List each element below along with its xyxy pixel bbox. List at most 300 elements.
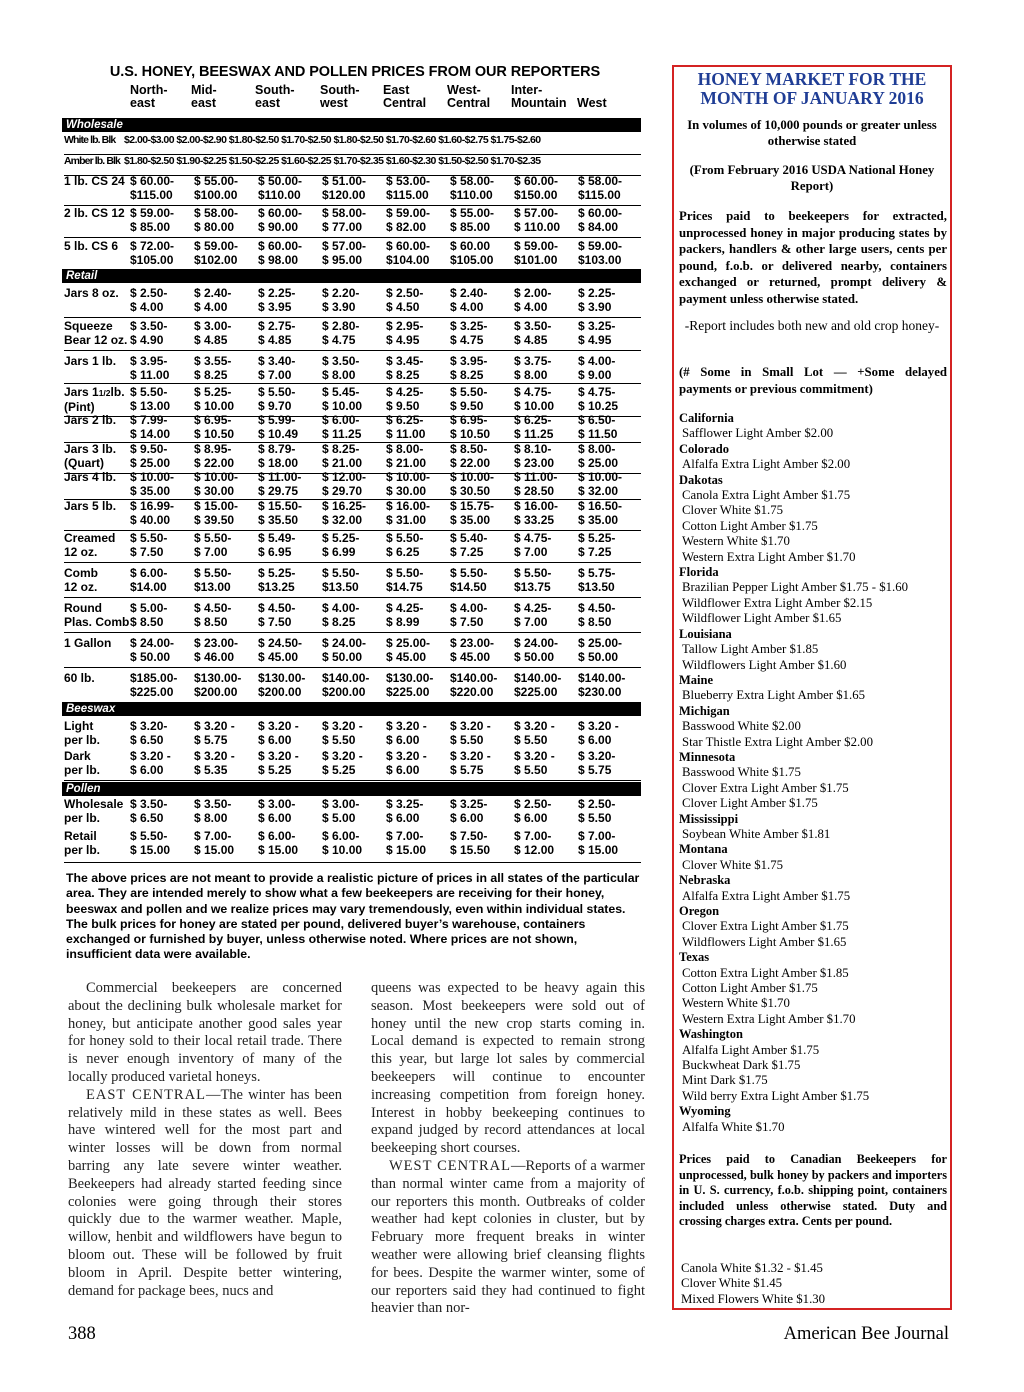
price-cell: $ 5.50- $ 7.50 <box>130 531 168 559</box>
price-cell: $ 4.25- $ 8.99 <box>386 601 424 629</box>
row-label: Amber lb. Blk <box>64 155 120 167</box>
price-cell: $ 3.20 - $ 6.00 <box>386 749 427 777</box>
row-label-line2: per lb. <box>64 842 101 857</box>
price-row <box>64 355 641 384</box>
price-cell: $ 6.00- $ 10.00 <box>322 829 363 857</box>
state-name: Nebraska <box>679 873 731 888</box>
honey-market-description: Prices paid to beekeepers for extracted, unprocessed honey in major producing states by packers, handlers & other large users, cents per pound, f.o.b. or delivered nearby, containers exchanged or returned, prompt delivery & payment unless otherwise stated. <box>679 209 947 306</box>
region-heading: East Central <box>383 83 427 110</box>
west-central-heading: WEST CENTRAL <box>389 1157 511 1174</box>
price-row <box>64 471 641 500</box>
price-cell: $ 3.50- $ 8.00 <box>322 354 360 382</box>
price-cell: $ 5.50- $ 15.00 <box>130 829 171 857</box>
price-cell: $ 3.00- $ 4.85 <box>194 319 232 347</box>
section-bar-wholesale: Wholesale <box>62 118 641 132</box>
row-label <box>64 720 100 747</box>
region-heading: Mid- east <box>191 83 217 110</box>
price-row <box>64 720 641 750</box>
price-cell: $ 10.00- $ 35.00 <box>130 470 175 498</box>
price-row <box>64 287 641 318</box>
state-name: California <box>679 411 734 425</box>
price-cell: $ 3.20 - $ 5.75 <box>450 749 491 777</box>
honey-market-title: HONEY MARKET FOR THE MONTH OF JANUARY 2016 <box>697 69 927 108</box>
price-cell: $ 3.20 - $ 5.25 <box>258 749 299 777</box>
price-cell: $ 55.00- $ 85.00 <box>450 206 495 234</box>
price-cell: $ 5.50- $13.75 <box>514 566 552 594</box>
price-cell: $ 7.00- $ 12.00 <box>514 829 555 857</box>
price-cell: $ 3.40- $ 7.00 <box>258 354 296 382</box>
row-label-line1: Dark <box>64 749 91 763</box>
state-name: Colorado <box>679 441 729 456</box>
price-cell: $ 4.50- $ 8.50 <box>578 601 616 629</box>
honey-price-item: Soybean White Amber $1.81 <box>682 826 831 841</box>
price-cell: $ 2.40- $ 4.00 <box>450 286 488 314</box>
price-cell: $ 16.99- $ 40.00 <box>130 499 175 527</box>
price-range: $2.00-$3.00 $2.00-$2.90 $1.80-$2.50 $1.70-$2.50 $1.80-$2.50 $1.70-$2.60 $1.60-$2.75 $1.75-$2.60 <box>124 134 541 146</box>
state-name: Texas <box>679 950 710 965</box>
row-label-line1: 2 lb. CS 12 <box>64 206 125 220</box>
state-name: Michigan <box>679 703 730 718</box>
honey-price-item: Wildflower Light Amber $1.65 <box>682 611 842 626</box>
journal-name: American Bee Journal <box>783 1324 949 1344</box>
section-bar-pollen: Pollen <box>62 782 641 796</box>
price-cell: $ 4.00- $ 7.50 <box>450 601 488 629</box>
price-cell: $ 72.00- $105.00 <box>130 239 175 267</box>
price-cell: $ 60.00- $ 84.00 <box>578 206 623 234</box>
state-name: Montana <box>679 842 728 857</box>
honey-price-item: Buckwheat Dark $1.75 <box>682 1058 801 1073</box>
price-cell: $ 23.00- $ 46.00 <box>194 636 239 664</box>
row-label <box>64 602 129 629</box>
price-cell: $140.00- $230.00 <box>578 671 626 699</box>
price-cell: $ 5.25- $ 10.00 <box>194 385 235 413</box>
row-label-line1: 1 lb. CS 24 <box>64 174 125 188</box>
price-cell: $ 59.00- $ 82.00 <box>386 206 431 234</box>
price-cell: $ 55.00- $100.00 <box>194 174 239 202</box>
row-label <box>64 320 127 347</box>
row-label-line2: per lb. <box>64 732 101 747</box>
section-bar-beeswax: Beeswax <box>62 702 641 716</box>
honey-price-item: Alfalfa Extra Light Amber $2.00 <box>682 457 851 472</box>
honey-price-item: Clover Extra Light Amber $1.75 <box>682 919 849 934</box>
honey-price-item: Clover White $1.75 <box>682 857 784 872</box>
price-cell: $185.00- $225.00 <box>130 671 178 699</box>
bulk-price-row <box>64 154 641 176</box>
row-label-line2: Bear 12 oz. <box>64 332 128 347</box>
price-cell: $ 3.00- $ 5.00 <box>322 797 360 825</box>
row-label <box>64 386 125 414</box>
price-cell: $ 7.99- $ 14.00 <box>130 413 171 441</box>
price-row <box>64 602 641 633</box>
price-cell: $ 50.00- $110.00 <box>258 174 303 202</box>
price-row <box>64 532 641 563</box>
row-label-line1: Jars 2 lb. <box>64 413 117 427</box>
honey-price-item: Blueberry Extra Light Amber $1.65 <box>682 688 866 703</box>
article-intro: Commercial beekeepers are concerned about the declining bulk wholesale market for honey, but anticipate another good sales year for honey sold to their local retail trade. There is never enough inventory of many of the locally produced varietal honeys. <box>68 980 342 1085</box>
honey-price-item: Tallow Light Amber $1.85 <box>682 642 819 657</box>
row-label-line2: 12 oz. <box>64 579 98 594</box>
price-cell: $ 3.20- $ 5.75 <box>578 749 616 777</box>
article-continued: queens was expected to be heavy again this season. Most beekeepers were sold out of honey until the new crop starts coming in. Local demand is expected to remain strong this year, but large lot sales by commercial beekeepers will continue to encounter increasing competition from foreign honey. Interest in hobby beekeeping continues to expand judged by record attendances at local beekeeping short courses. <box>371 980 645 1157</box>
price-cell: $ 5.50- $ 9.50 <box>450 385 488 413</box>
honey-price-item: Wildflower Extra Light Amber $2.15 <box>682 595 873 610</box>
price-cell: $ 3.50- $ 6.50 <box>130 797 168 825</box>
lot-note: (# Some in Small Lot — +Some delayed payments or previous commitment) <box>679 365 947 396</box>
row-label <box>64 750 100 777</box>
price-cell: $ 5.45- $ 10.00 <box>322 385 363 413</box>
price-cell: $ 4.00- $ 8.25 <box>322 601 360 629</box>
price-cell: $ 3.20 - $ 5.50 <box>450 719 491 747</box>
price-cell: $ 58.00- $ 80.00 <box>194 206 239 234</box>
price-cell: $ 7.00- $ 15.00 <box>386 829 427 857</box>
price-cell: $ 59.00- $102.00 <box>194 239 239 267</box>
price-cell: $ 25.00- $ 50.00 <box>578 636 623 664</box>
honey-price-item: Western White $1.70 <box>682 996 790 1011</box>
price-cell: $ 8.10- $ 23.00 <box>514 442 555 470</box>
price-cell: $ 6.95- $ 10.50 <box>194 413 235 441</box>
west-central-text: —Reports of a warmer than normal winter came from a majority of our reporters this month. Outbreaks of colder weather had kept colonies in cluster, but by February more frequent breaks in winter weather were allowing brief cleansing flights for bees. Despite the warmer winter, some of our reporters said they had continued to fight heavier than nor- <box>371 1157 646 1317</box>
price-cell: $ 5.25- $ 6.99 <box>322 531 360 559</box>
price-cell: $ 2.20- $ 3.90 <box>322 286 360 314</box>
state-name: Oregon <box>679 904 720 918</box>
price-cell: $ 57.00- $ 110.00 <box>514 206 561 234</box>
price-row <box>64 175 641 206</box>
price-cell: $ 5.99- $ 10.49 <box>258 413 299 441</box>
region-heading: South- east <box>255 83 295 110</box>
price-cell: $ 8.50- $ 22.00 <box>450 442 491 470</box>
price-cell: $ 3.20 - $ 5.35 <box>194 749 235 777</box>
row-label-line1: Creamed <box>64 531 116 545</box>
row-label-line1: Jars 4 lb. <box>64 470 117 484</box>
price-cell: $ 5.49- $ 6.95 <box>258 531 296 559</box>
row-label-line2: (Pint) <box>64 399 95 414</box>
price-cell: $ 3.25- $ 6.00 <box>386 797 424 825</box>
state-name: Minnesota <box>679 749 736 764</box>
price-cell: $ 16.00- $ 31.00 <box>386 499 431 527</box>
price-cell: $ 7.50- $ 15.50 <box>450 829 491 857</box>
price-cell: $ 59.00- $103.00 <box>578 239 623 267</box>
honey-price-item: Canola Extra Light Amber $1.75 <box>682 488 851 503</box>
price-cell: $ 3.20 - $ 5.25 <box>322 749 363 777</box>
region-heading: West- Central <box>447 83 491 110</box>
price-cell: $ 4.75- $ 10.00 <box>514 385 555 413</box>
price-cell: $ 8.79- $ 18.00 <box>258 442 299 470</box>
price-cell: $ 8.95- $ 22.00 <box>194 442 235 470</box>
state-name: Mississippi <box>679 811 739 826</box>
price-cell: $ 8.00- $ 25.00 <box>578 442 619 470</box>
price-cell: $ 60.00- $150.00 <box>514 174 559 202</box>
price-cell: $ 60.00- $115.00 <box>130 174 175 202</box>
honey-price-item: Wildflowers Light Amber $1.65 <box>682 934 847 949</box>
honey-price-item: Alfalfa Light Amber $1.75 <box>682 1042 820 1057</box>
price-cell: $ 15.75- $ 35.00 <box>450 499 495 527</box>
canada-heading: Prices paid to Canadian Beekeepers for unprocessed, bulk honey by packers and importers in U. S. currency, f.o.b. shipping point, containers included unless otherwise stated. Duty and crossing charges extra. Cents per pound. <box>679 1152 947 1229</box>
price-cell: $ 10.00- $ 32.00 <box>578 470 623 498</box>
fraction: 1/2 <box>98 388 111 398</box>
price-cell: $ 3.50- $ 4.90 <box>130 319 168 347</box>
price-cell: $ 5.50- $ 6.25 <box>386 531 424 559</box>
price-cell: $ 3.45- $ 8.25 <box>386 354 424 382</box>
row-label-line1: Jars 1 lb. <box>64 354 117 368</box>
row-label-line1: Wholesale <box>64 797 124 811</box>
price-cell: $ 5.50- $ 9.70 <box>258 385 296 413</box>
price-cell: $ 5.40- $ 7.25 <box>450 531 488 559</box>
price-cell: $ 3.25- $ 4.75 <box>450 319 488 347</box>
honey-price-item: Western White $1.70 <box>682 534 790 549</box>
price-cell: $ 6.00- $ 15.00 <box>258 829 299 857</box>
price-cell: $ 5.00- $ 8.50 <box>130 601 168 629</box>
price-cell: $ 3.50- $ 8.00 <box>194 797 232 825</box>
honey-market-subtitle: In volumes of 10,000 pounds or greater unless otherwise stated <box>687 118 937 148</box>
price-cell: $140.00- $220.00 <box>450 671 498 699</box>
row-label-line2: (Quart) <box>64 455 104 470</box>
honey-price-item: Cotton Light Amber $1.75 <box>682 981 818 996</box>
price-cell: $ 53.00- $115.00 <box>386 174 431 202</box>
price-cell: $ 4.25- $ 9.50 <box>386 385 424 413</box>
price-cell: $130.00- $225.00 <box>386 671 434 699</box>
price-cell: $ 3.95- $ 11.00 <box>130 354 170 382</box>
price-cell: $ 10.00- $ 30.00 <box>194 470 239 498</box>
row-label-line1: Jars 5 lb. <box>64 499 117 513</box>
canada-price-item: Canola White $1.32 - $1.45 <box>681 1261 823 1275</box>
price-row <box>64 320 641 351</box>
price-cell: $ 2.95- $ 4.95 <box>386 319 424 347</box>
price-cell: $ 3.20- $ 6.50 <box>130 719 168 747</box>
price-cell: $ 16.25- $ 32.00 <box>322 499 367 527</box>
price-row <box>64 750 641 781</box>
price-cell: $ 4.75- $ 7.00 <box>514 531 552 559</box>
price-range: $1.80-$2.50 $1.90-$2.25 $1.50-$2.25 $1.60-$2.25 $1.70-$2.35 $1.60-$2.30 $1.50-$2.50 $1.70-$2.35 <box>124 155 541 167</box>
state-name: Washington <box>679 1027 743 1042</box>
honey-price-item: Basswood White $1.75 <box>682 765 801 780</box>
price-cell: $ 3.75- $ 8.00 <box>514 354 552 382</box>
honey-price-item: Wildflowers Light Amber $1.60 <box>682 657 847 672</box>
price-cell: $ 6.50- $ 11.50 <box>578 413 618 441</box>
price-cell: $ 11.00- $ 28.50 <box>514 470 558 498</box>
row-label-line1: Comb <box>64 566 98 580</box>
row-label <box>64 207 125 221</box>
row-label <box>64 567 98 594</box>
price-cell: $ 6.25- $ 11.00 <box>386 413 426 441</box>
price-cell: $ 4.50- $ 7.50 <box>258 601 296 629</box>
east-central-heading: EAST CENTRAL <box>86 1086 206 1103</box>
price-cell: $ 60.00- $104.00 <box>386 239 431 267</box>
honey-market-source: (From February 2016 USDA National Honey Report) <box>689 163 935 193</box>
region-heading: South- west <box>320 83 360 110</box>
price-cell: $ 8.00- $ 21.00 <box>386 442 427 470</box>
row-label-line1: 60 lb. <box>64 671 95 685</box>
price-cell: $ 5.75- $13.50 <box>578 566 616 594</box>
row-label <box>64 240 118 254</box>
price-cell: $ 3.25- $ 6.00 <box>450 797 488 825</box>
price-cell: $ 8.25- $ 21.00 <box>322 442 363 470</box>
price-cell: $ 6.95- $ 10.50 <box>450 413 491 441</box>
row-label <box>64 287 119 301</box>
row-label-line1: Retail <box>64 829 97 843</box>
row-label-line1: Squeeze <box>64 319 113 333</box>
price-cell: $ 16.00- $ 33.25 <box>514 499 559 527</box>
honey-price-item: Star Thistle Extra Light Amber $2.00 <box>682 734 873 749</box>
price-cell: $ 24.00- $ 50.00 <box>514 636 559 664</box>
price-cell: $ 3.20 - $ 5.75 <box>194 719 235 747</box>
row-label-line1: Jars 8 oz. <box>64 286 119 300</box>
price-cell: $ 3.20 - $ 6.00 <box>258 719 299 747</box>
page-number: 388 <box>68 1324 96 1344</box>
article-column-left <box>68 980 342 1300</box>
price-cell: $130.00- $200.00 <box>194 671 242 699</box>
price-cell: $140.00- $200.00 <box>322 671 370 699</box>
row-label: White lb. Blk <box>64 134 116 146</box>
price-cell: $ 6.00- $14.00 <box>130 566 168 594</box>
row-label <box>64 443 116 470</box>
price-cell: $ 3.95- $ 8.25 <box>450 354 488 382</box>
report-note: -Report includes both new and old crop honey- <box>684 318 940 333</box>
price-cell: $ 60.00 $105.00 <box>450 239 494 267</box>
price-cell: $ 25.00- $ 45.00 <box>386 636 431 664</box>
row-label <box>64 672 95 686</box>
honey-price-item: Clover Extra Light Amber $1.75 <box>682 780 849 795</box>
state-name: Maine <box>679 672 714 687</box>
honey-price-item: Mint Dark $1.75 <box>682 1073 768 1088</box>
price-cell: $ 2.50- $ 4.00 <box>130 286 168 314</box>
honey-price-item: Clover Light Amber $1.75 <box>682 796 818 811</box>
bulk-price-row <box>64 133 641 155</box>
price-cell: $ 5.50- $ 7.00 <box>194 531 232 559</box>
price-row <box>64 500 641 531</box>
price-cell: $ 58.00- $115.00 <box>578 174 623 202</box>
price-row <box>64 414 641 443</box>
price-cell: $ 3.20 - $ 6.00 <box>578 719 619 747</box>
price-cell: $ 4.25- $ 7.00 <box>514 601 552 629</box>
price-row <box>64 637 641 668</box>
price-row <box>64 798 641 830</box>
price-cell: $ 24.00- $ 50.00 <box>130 636 175 664</box>
row-label <box>64 830 100 857</box>
price-cell: $ 12.00- $ 29.70 <box>322 470 367 498</box>
table-disclaimer: The above prices are not meant to provide a realistic picture of prices in all states of the particular area. They are intended merely to show what a few beekeepers are receiving for their honey, beeswax and pollen and we realize prices may vary tremendously, even within individual states. The bulk prices for honey are stated per pound, delivered buyer’s warehouse, containers exchanged or furnished by buyer, unless otherwise noted. Where prices are not shown, insufficient data were available. <box>66 871 640 962</box>
price-row <box>64 240 641 271</box>
price-cell: $ 51.00- $120.00 <box>322 174 367 202</box>
honey-price-item: Western Extra Light Amber $1.70 <box>682 1011 856 1026</box>
price-cell: $ 6.00- $ 11.25 <box>322 413 362 441</box>
state-name: Wyoming <box>679 1104 731 1119</box>
price-cell: $ 5.50- $14.75 <box>386 566 424 594</box>
price-cell: $ 60.00- $ 90.00 <box>258 206 303 234</box>
price-cell: $ 2.00- $ 4.00 <box>514 286 552 314</box>
price-cell: $ 3.20 - $ 5.50 <box>322 719 363 747</box>
price-cell: $ 3.20 - $ 5.50 <box>514 719 555 747</box>
honey-price-item: Clover White $1.75 <box>682 503 784 518</box>
price-cell: $ 2.50- $ 4.50 <box>386 286 424 314</box>
row-label <box>64 355 116 369</box>
price-cell: $ 24.50- $ 45.00 <box>258 636 303 664</box>
price-cell: $ 60.00- $ 98.00 <box>258 239 303 267</box>
row-label-line1: Jars 11/2lb. <box>64 385 125 399</box>
honey-price-item: Brazilian Pepper Light Amber $1.75 - $1.60 <box>682 580 909 595</box>
row-label <box>64 471 116 485</box>
price-cell: $ 3.25- $ 4.95 <box>578 319 616 347</box>
canada-price-item: Clover White $1.45 <box>681 1276 783 1291</box>
price-cell: $ 2.75- $ 4.85 <box>258 319 296 347</box>
price-cell: $ 57.00- $ 95.00 <box>322 239 367 267</box>
honey-market-box <box>672 65 952 1310</box>
price-cell: $ 5.50- $ 13.00 <box>130 385 171 413</box>
price-cell: $140.00- $225.00 <box>514 671 562 699</box>
price-cell: $ 5.50- $14.50 <box>450 566 488 594</box>
row-label-line1: Jars 3 lb. <box>64 442 117 456</box>
canada-price-list <box>678 1261 948 1307</box>
price-cell: $ 15.50- $ 35.50 <box>258 499 303 527</box>
price-cell: $ 5.25- $ 7.25 <box>578 531 616 559</box>
row-label-line1: 1 Gallon <box>64 636 112 650</box>
price-cell: $ 59.00- $101.00 <box>514 239 559 267</box>
row-label-line2: 12 oz. <box>64 544 98 559</box>
price-cell: $ 4.75- $ 10.25 <box>578 385 619 413</box>
price-cell: $ 3.20 - $ 6.00 <box>386 719 427 747</box>
row-label <box>64 500 116 514</box>
row-label-line2: per lb. <box>64 810 101 825</box>
row-label <box>64 414 116 428</box>
price-cell: $ 59.00- $ 85.00 <box>130 206 175 234</box>
price-cell: $ 3.50- $ 4.85 <box>514 319 552 347</box>
honey-price-item: Alfalfa White $1.70 <box>682 1119 785 1134</box>
price-cell: $ 5.50- $13.00 <box>194 566 232 594</box>
price-cell: $ 10.00- $ 30.50 <box>450 470 495 498</box>
row-label <box>64 637 111 651</box>
price-cell: $ 23.00- $ 45.00 <box>450 636 495 664</box>
price-cell: $ 58.00- $110.00 <box>450 174 495 202</box>
price-cell: $ 2.25- $ 3.90 <box>578 286 616 314</box>
state-name: Louisiana <box>679 626 732 641</box>
price-cell: $ 58.00- $ 77.00 <box>322 206 367 234</box>
honey-price-item: Basswood White $2.00 <box>682 719 801 734</box>
honey-price-item: Safflower Light Amber $2.00 <box>682 426 834 441</box>
price-cell: $ 10.00- $ 30.00 <box>386 470 431 498</box>
price-cell: $ 7.00- $ 15.00 <box>194 829 235 857</box>
row-label-line1: Round <box>64 601 102 615</box>
price-cell: $130.00- $200.00 <box>258 671 306 699</box>
price-cell: $ 3.20 - $ 5.50 <box>514 749 555 777</box>
price-cell: $ 2.40- $ 4.00 <box>194 286 232 314</box>
region-heading: Inter- Mountain <box>511 83 567 110</box>
state-name: Dakotas <box>679 472 723 487</box>
price-cell: $ 3.00- $ 6.00 <box>258 797 296 825</box>
price-cell: $ 7.00- $ 15.00 <box>578 829 619 857</box>
article-column-right <box>371 980 645 1318</box>
price-cell: $ 5.25- $13.25 <box>258 566 296 594</box>
price-cell: $ 4.50- $ 8.50 <box>194 601 232 629</box>
price-row <box>64 207 641 238</box>
price-row <box>64 567 641 598</box>
price-cell: $ 6.25- $ 11.25 <box>514 413 554 441</box>
honey-price-item: Cotton Light Amber $1.75 <box>682 518 818 533</box>
price-cell: $ 3.55- $ 8.25 <box>194 354 232 382</box>
row-label <box>64 532 115 559</box>
price-cell: $ 15.00- $ 39.50 <box>194 499 239 527</box>
honey-price-item: Alfalfa Extra Light Amber $1.75 <box>682 888 851 903</box>
honey-price-item: Cotton Extra Light Amber $1.85 <box>682 965 849 980</box>
row-label-line2: Plas. Comb <box>64 614 130 629</box>
honey-price-item: Wild berry Extra Light Amber $1.75 <box>682 1088 870 1103</box>
state-name: Florida <box>679 565 719 580</box>
east-central-text: —The winter has been relatively mild in these states as well. Bees have wintered well for the most part and winter losses will be down from normal barring any late severe winter weather. Beekeepers had already started feeding since colonies were going through their stores quickly due to the warmer weather. Maple, willow, henbit and wildflowers have begun to bloom out. These will be followed by fruit bloom in April. Despite better wintering, demand for package bees, nucs and <box>68 1086 342 1299</box>
row-label <box>64 175 125 189</box>
price-cell: $ 2.50- $ 5.50 <box>578 797 616 825</box>
region-heading: North- east <box>130 83 168 110</box>
row-label-line1: Light <box>64 719 94 733</box>
east-central-paragraph <box>68 1087 342 1301</box>
west-central-paragraph <box>371 1158 645 1318</box>
